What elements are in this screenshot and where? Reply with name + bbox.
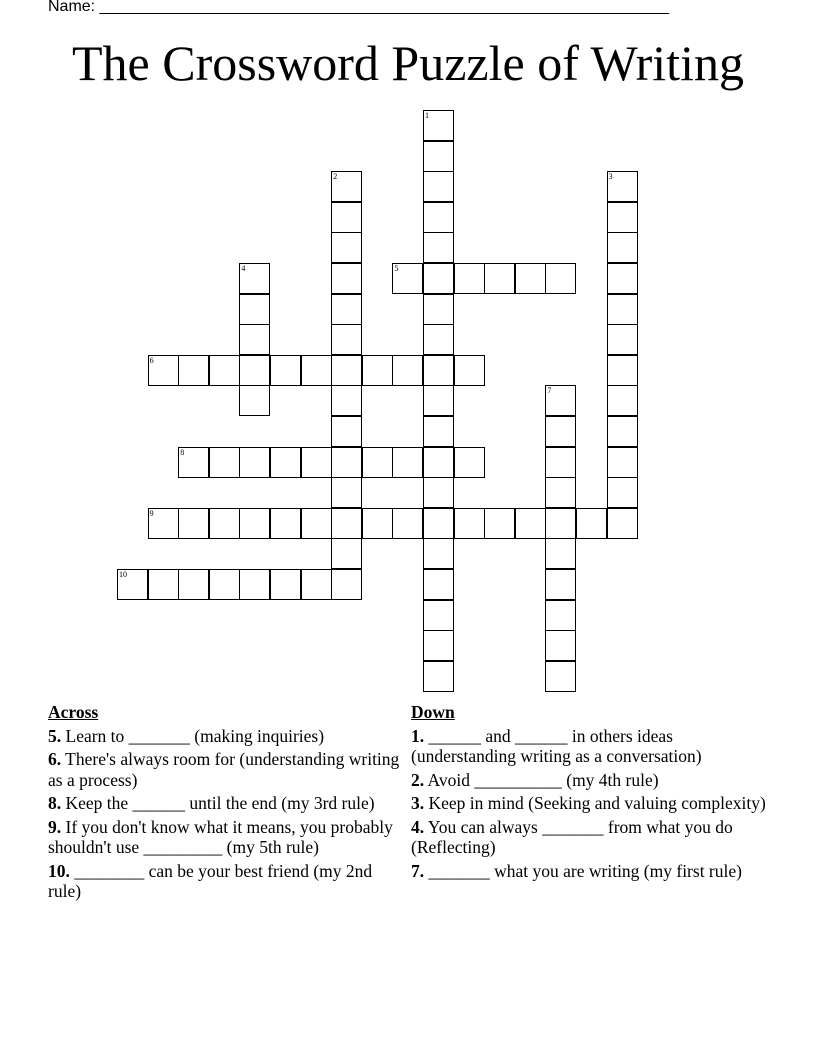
clue-text: You can always _______ from what you do (Reflecting)	[411, 816, 733, 857]
cell-number: 10	[119, 570, 127, 579]
crossword-cell[interactable]	[239, 569, 270, 600]
crossword-cell[interactable]	[239, 324, 270, 355]
crossword-cell[interactable]	[607, 324, 638, 355]
cell-number: 8	[180, 447, 185, 457]
crossword-cell[interactable]	[423, 232, 454, 263]
crossword-cell[interactable]	[607, 385, 638, 416]
crossword-cell[interactable]	[607, 232, 638, 263]
clue-text: Avoid __________ (my 4th rule)	[424, 769, 659, 790]
clue-number: 8.	[48, 793, 62, 813]
crossword-cell[interactable]	[239, 294, 270, 325]
clue-number: 2.	[411, 769, 425, 790]
crossword-cell[interactable]	[301, 508, 332, 539]
crossword-cell[interactable]	[331, 538, 362, 569]
crossword-cell[interactable]	[454, 447, 485, 478]
crossword-cell[interactable]	[301, 569, 332, 600]
crossword-cell[interactable]	[331, 416, 362, 447]
crossword-cell[interactable]	[423, 447, 454, 478]
clue-across-6	[48, 749, 408, 790]
crossword-cell[interactable]	[209, 569, 240, 600]
crossword-cell[interactable]	[545, 447, 576, 478]
crossword-cell[interactable]	[301, 447, 332, 478]
crossword-cell[interactable]	[331, 324, 362, 355]
crossword-cell[interactable]	[545, 385, 576, 416]
clue-number: 9.	[48, 816, 62, 837]
clue-number: 7.	[411, 860, 425, 881]
across-clues	[48, 702, 408, 905]
crossword-cell[interactable]	[117, 569, 148, 600]
crossword-cell[interactable]	[454, 263, 485, 294]
crossword-cell[interactable]	[607, 171, 638, 202]
crossword-cell[interactable]	[423, 355, 454, 386]
cell-number: 1	[425, 111, 429, 120]
crossword-cell[interactable]	[545, 263, 576, 294]
crossword-cell[interactable]	[178, 569, 209, 600]
crossword-cell[interactable]	[301, 355, 332, 386]
crossword-cell[interactable]	[331, 508, 362, 539]
clue-text: If you don't know what it means, you probably shouldn't use _________ (my 5th rule)	[48, 816, 393, 857]
crossword-cell[interactable]	[270, 447, 301, 478]
crossword-cell[interactable]	[239, 508, 270, 539]
crossword-cell[interactable]	[423, 538, 454, 569]
clue-across-10	[48, 861, 408, 902]
crossword-cell[interactable]	[270, 355, 301, 386]
clue-number: 1.	[411, 725, 425, 746]
crossword-cell[interactable]	[484, 263, 515, 294]
crossword-cell[interactable]	[423, 202, 454, 233]
crossword-cell[interactable]	[331, 202, 362, 233]
crossword-cell[interactable]	[331, 477, 362, 508]
crossword-cell[interactable]	[331, 232, 362, 263]
crossword-cell[interactable]	[423, 385, 454, 416]
crossword-cell[interactable]	[545, 630, 576, 661]
clue-number: 3.	[411, 793, 425, 813]
crossword-cell[interactable]	[576, 508, 607, 539]
clue-text: Learn to _______ (making inquiries)	[61, 725, 325, 746]
crossword-cell[interactable]	[362, 355, 393, 386]
crossword-cell[interactable]	[178, 508, 209, 539]
crossword-cell[interactable]	[239, 263, 270, 294]
clue-text: ______ and ______ in others ideas (understanding writing as a conversation)	[411, 725, 702, 766]
crossword-cell[interactable]	[484, 508, 515, 539]
clue-number: 5.	[48, 725, 62, 746]
clue-text: There's always room for (understanding writing as a process)	[48, 749, 400, 790]
cell-number: 9	[149, 508, 154, 518]
crossword-cell[interactable]	[423, 477, 454, 508]
crossword-cell[interactable]	[148, 355, 179, 386]
crossword-cell[interactable]	[607, 416, 638, 447]
crossword-cell[interactable]	[545, 538, 576, 569]
page-title: The Crossword Puzzle of Writing	[72, 35, 744, 91]
crossword-cell[interactable]	[423, 569, 454, 600]
crossword-cell[interactable]	[423, 661, 454, 692]
cell-number: 4	[241, 264, 246, 273]
crossword-cell[interactable]	[423, 508, 454, 539]
crossword-cell[interactable]	[515, 508, 546, 539]
crossword-cell[interactable]	[178, 355, 209, 386]
crossword-cell[interactable]	[545, 416, 576, 447]
clue-down-7	[411, 861, 771, 882]
crossword-cell[interactable]	[423, 263, 454, 294]
crossword-cell[interactable]	[362, 508, 393, 539]
crossword-cell[interactable]	[545, 661, 576, 692]
clue-across-8	[48, 793, 408, 814]
crossword-cell[interactable]	[454, 355, 485, 386]
across-heading: Across	[48, 702, 99, 722]
crossword-cell[interactable]	[331, 569, 362, 600]
clue-across-9	[48, 817, 408, 858]
crossword-cell[interactable]	[607, 508, 638, 539]
crossword-cell[interactable]	[270, 508, 301, 539]
crossword-cell[interactable]	[454, 508, 485, 539]
crossword-cell[interactable]	[239, 385, 270, 416]
crossword-cell[interactable]	[423, 141, 454, 172]
clue-number: 10.	[48, 860, 70, 881]
crossword-cell[interactable]	[148, 569, 179, 600]
crossword-cell[interactable]	[331, 385, 362, 416]
clue-number: 6.	[48, 749, 62, 769]
clue-text: Keep in mind (Seeking and valuing complexity)	[424, 793, 766, 813]
crossword-cell[interactable]	[607, 294, 638, 325]
crossword-cell[interactable]	[423, 171, 454, 202]
crossword-cell[interactable]	[423, 630, 454, 661]
crossword-cell[interactable]	[209, 447, 240, 478]
clue-number: 4.	[411, 816, 425, 837]
crossword-cell[interactable]	[270, 569, 301, 600]
cell-number: 2	[333, 172, 338, 182]
crossword-cell[interactable]	[362, 447, 393, 478]
crossword-cell[interactable]	[239, 355, 270, 386]
crossword-cell[interactable]	[607, 447, 638, 478]
clue-across-5	[48, 726, 408, 747]
crossword-cell[interactable]	[239, 447, 270, 478]
crossword-cell[interactable]	[148, 508, 179, 539]
cell-number: 6	[149, 355, 154, 365]
crossword-cell[interactable]	[331, 447, 362, 478]
clue-down-2	[411, 770, 771, 791]
cell-number: 7	[547, 386, 552, 396]
crossword-cell[interactable]	[331, 294, 362, 325]
clue-down-3	[411, 793, 771, 814]
crossword-cell[interactable]	[331, 355, 362, 386]
crossword-cell[interactable]	[392, 508, 423, 539]
crossword-cell[interactable]	[392, 263, 423, 294]
crossword-cell[interactable]	[331, 263, 362, 294]
crossword-cell[interactable]	[423, 294, 454, 325]
crossword-cell[interactable]	[607, 477, 638, 508]
crossword-cell[interactable]	[392, 447, 423, 478]
crossword-cell[interactable]	[209, 508, 240, 539]
crossword-cell[interactable]	[392, 355, 423, 386]
clue-down-4	[411, 817, 771, 858]
crossword-cell[interactable]	[515, 263, 546, 294]
clue-text: ________ can be your best friend (my 2nd rule)	[48, 860, 373, 901]
name-field[interactable]: Name: ________________________________________________________________	[48, 0, 670, 15]
crossword-cell[interactable]	[545, 569, 576, 600]
crossword-cell[interactable]	[423, 110, 454, 141]
clue-text: Keep the ______ until the end (my 3rd rule)	[61, 793, 375, 813]
clue-down-1	[411, 726, 771, 767]
crossword-cell[interactable]	[178, 447, 209, 478]
crossword-cell[interactable]	[545, 508, 576, 539]
crossword-cell[interactable]	[607, 355, 638, 386]
crossword-cell[interactable]	[423, 600, 454, 631]
cell-number: 5	[394, 264, 399, 273]
down-heading: Down	[411, 702, 455, 722]
clue-text: _______ what you are writing (my first rule)	[424, 860, 742, 881]
down-clues	[411, 702, 771, 884]
crossword-cell[interactable]	[423, 324, 454, 355]
cell-number: 3	[608, 172, 613, 182]
crossword-cell[interactable]	[607, 202, 638, 233]
crossword-cell[interactable]	[607, 263, 638, 294]
crossword-cell[interactable]	[545, 600, 576, 631]
crossword-cell[interactable]	[331, 171, 362, 202]
crossword-cell[interactable]	[423, 416, 454, 447]
crossword-cell[interactable]	[545, 477, 576, 508]
crossword-cell[interactable]	[209, 355, 240, 386]
